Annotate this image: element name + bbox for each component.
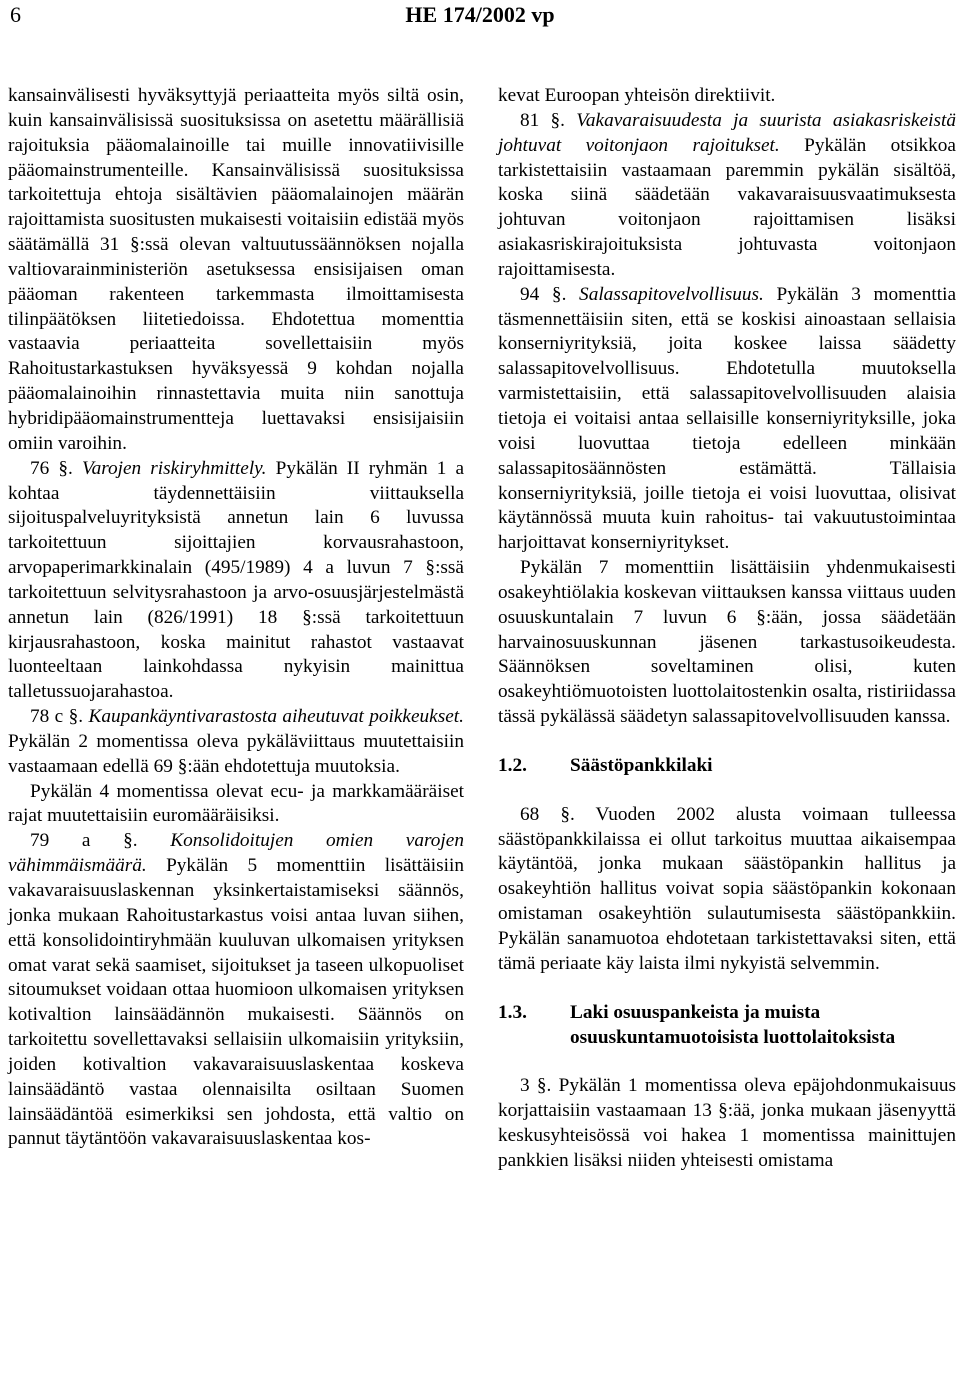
section-number: 78 c §.	[30, 706, 84, 728]
section-body: Pykälän otsikkoa tarkistettaisiin vastaamaan paremmin pykälän sisältöä, koska siinä säädetään vakavaraisuusvaatimuksesta johtuvan voitonjaon rajoittamisen lisäksi asiakasriskirajoituksista johtuvasta voitonjaon rajoittamisesta.	[498, 134, 956, 280]
paragraph: Pykälän 4 momentissa olevat ecu- ja markkamääräiset rajat muutettaisiin euromääräisiksi.	[8, 780, 464, 827]
paragraph-section-76	[8, 457, 464, 705]
paragraph: kansainvälisesti hyväksyttyjä periaatteita myös siltä osin, kuin kansainvälisissä suosituksissa on asetettu määrällisiä rajoituksia pääomalainoille tai muille innovatiivisille pääomainstrumenteille. Kansainvälisissä suosituksissa tarkoitettuja ehtoja sisältävien pääomalainojen määrän rajoittamista suositusten mukaisesti voitaisiin edistää myös säätämällä 31 §:ssä olevan valtuutussäännöksen nojalla valtiovarainministeriön asetuksessa ensisijaisen oman pääoman rakenteen tarkemmasta ilmoittamisesta tilinpäätöksen liitetiedoissa. Ehdotettua momenttia vastaavia periaatteita sovellettaisiin myös Rahoitustarkastuksen hyväksyessä 9 kohdan nojalla pääomalainoihin rinnastettavia muita niin sanottuja hybridipääomainstrumentteja luettavaksi ensisijaisiin omiin varoihin.	[8, 85, 464, 454]
section-title: Konsolidoitujen omien varojen vähimmäismäärä.	[8, 830, 464, 877]
paragraph-section-81	[498, 109, 956, 283]
section-heading-1-2	[498, 754, 956, 779]
paragraph-section-94	[498, 283, 956, 556]
paragraph: kevat Euroopan yhteisön direktiivit.	[498, 85, 776, 106]
paragraph: Pykälän 7 momenttiin lisättäisiin yhdenmukaisesti osakeyhtiölakia koskevan viittauksen kanssa viittaus uuden osuuskuntalain 7 luvun 6 §:ään, jossa säädetään harvainosuuskunnan jäsenen tarkastusoikeudesta. Säännöksen soveltaminen olisi, kuten osakeyhtiömuotoisten luottolaitostenkin osalta, ristiriidassa tässä pykälässä säädetyn salassapitovelvollisuuden kanssa.	[498, 557, 956, 728]
section-body: Pykälän II ryhmän 1 a kohtaa täydennettäisiin viittauksella sijoituspalveluyrityksistä annetun lain 6 luvussa tarkoitettuun sijoittajien korvausrahastoon, arvopaperimarkkinalain (495/1989) 4 a luvun 7 §:ssä tarkoitettuun selvitysrahastoon ja arvo-osuusjärjestelmästä annetun lain (826/1991) 18 §:ssä tarkoitettuun kirjausrahastoon, koska mainitut rahastot vastaavat luonteeltaan lainkohdassa nykyisin mainittua talletussuojarahastoa.	[8, 457, 465, 703]
right-column	[498, 84, 956, 1174]
section-title: Kaupankäyntivarastosta aiheutuvat poikkeukset.	[88, 706, 464, 728]
section-title: Varojen riskiryhmittely.	[81, 457, 267, 479]
left-column	[8, 84, 464, 1152]
page-header	[0, 0, 960, 40]
section-number: 79 a §.	[30, 830, 138, 852]
paragraph-section-3: 3 §. Pykälän 1 momentissa oleva epäjohdonmukaisuus korjattaisiin vastaamaan 13 §:ää, jonka mukaan jäsenyyttä keskusyhteisössä voi hakea 1 momentissa mainittujen pankkien lisäksi niiden yhteisesti omistama	[498, 1075, 956, 1171]
paragraph-section-68: 68 §. Vuoden 2002 alusta voimaan tulleessa säästöpankkilaissa ei ollut tarkoitus muuttaa aikaisempaa käytäntöä, jonka mukaan säästöpankin hallitus ja osakeyhtiön hallitus voivat sopia säästöpankin kokonaan omistaman osakeyhtiön sulautumisesta säästöpankkiin. Pykälän sanamuotoa ehdotetaan tarkistettavaksi siten, että tämä periaate käy laista ilmi nykyistä selvemmin.	[498, 803, 956, 974]
page-number: 6	[10, 2, 21, 27]
section-title: Vakavaraisuudesta ja suurista asiakasriskeistä johtuvat voitonjaon rajoitukset.	[498, 109, 957, 156]
heading-title: Säästöpankkilaki	[570, 754, 713, 776]
paragraph-section-79a	[8, 829, 464, 1152]
paragraph-section-78c	[8, 705, 464, 780]
section-heading-1-3	[498, 1001, 956, 1051]
section-title: Salassapitovelvollisuus.	[579, 283, 764, 305]
section-body: Pykälän 2 momentissa oleva pykäläviittaus muutettaisiin vastaamaan edellä 69 §:ään ehdotettuja muutoksia.	[8, 730, 464, 777]
section-number: 76 §.	[30, 457, 73, 479]
section-number: 94 §.	[520, 283, 567, 305]
heading-number: 1.3.	[498, 1001, 527, 1023]
section-body: Pykälän 5 momenttiin lisättäisiin vakavaraisuuslaskennan yksinkertaistamiseksi säännös, jonka mukaan Rahoitustarkastus voisi antaa luvan siihen, että konsolidointiryhmään kuuluvan ulkomaisen yrityksen omat varat sekä saamiset, sijoitukset ja taseen ulkopuoliset sitoumukset voidaan ottaa huomioon ulkomaisen yrityksen kotivaltion lainsäädännön mukaisesti. Säännös on tarkoitettu sovellettavaksi sellaisiin ulkomaisiin yrityksiin, joiden kotivaltion vakavaraisuuslaskentaa koskeva lainsäädäntö vastaa olennaisilta osiltaan Suomen lainsäädäntöä esimerkiksi sen johdosta, että valtio on pannut täytäntöön vakavaraisuuslaskentaa kos-	[8, 855, 464, 1150]
heading-title: Laki osuuspankeista ja muista osuuskuntamuotoisista luottolaitoksista	[570, 1001, 896, 1048]
heading-number: 1.2.	[498, 754, 527, 776]
section-number: 81 §.	[520, 109, 565, 131]
section-body: Pykälän 3 momenttia täsmennettäisiin siten, että se koskisi ainoastaan sellaisia konserniyrityksiä, joita koskee laissa säädetty salassapitovelvollisuus. Ehdotetulla muutoksella varmistettaisiin, että salassapitovelvollisuuden alaisia tietoja ei voitaisi antaa sellaisille konserniyrityksille, joka voisi luovuttaa tietoja edelleen minkään salassapitosäännösten estämättä. Tällaisia konserniyrityksiä, joille tietoja ei voisi luovuttaa, olisivat käytännössä muuta kuin rahoitus- tai vakuutustoimintaa harjoittavat konserniyritykset.	[498, 283, 956, 554]
document-id: HE 174/2002 vp	[405, 2, 555, 27]
